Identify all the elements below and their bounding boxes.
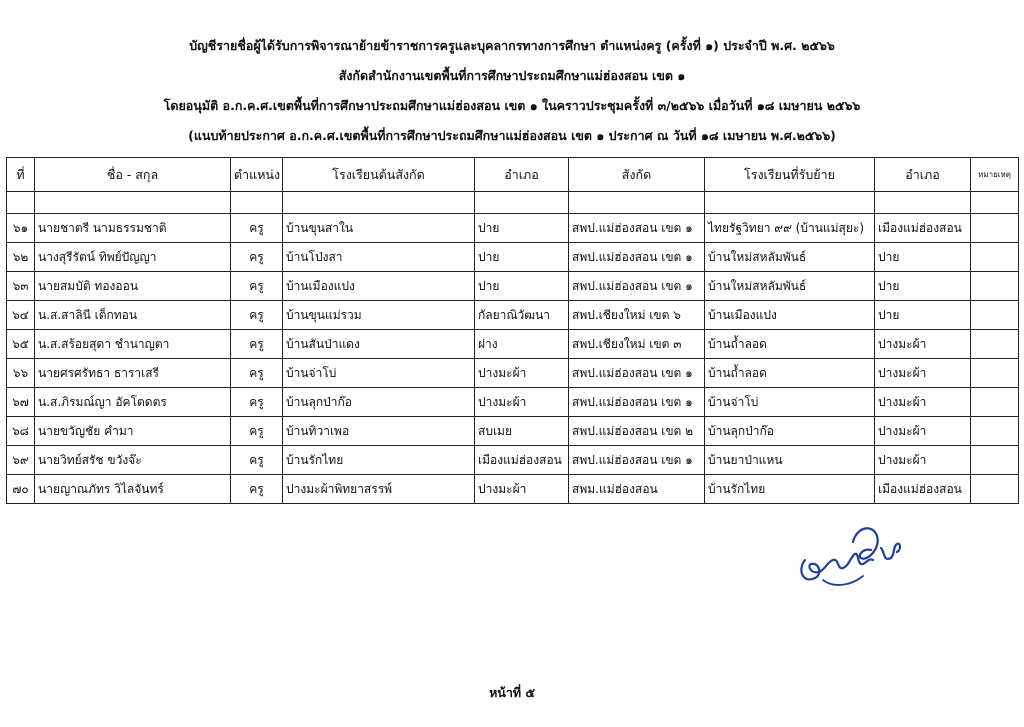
signature-image bbox=[793, 518, 905, 593]
cell-destination-district: ปางมะผ้า bbox=[875, 417, 971, 446]
cell-no: ๖๘ bbox=[7, 417, 35, 446]
cell-affiliation: สพป.เชียงใหม่ เขต ๖ bbox=[569, 301, 705, 330]
table-row bbox=[7, 359, 1019, 388]
cell-remark bbox=[971, 301, 1019, 330]
col-header-origin-school: โรงเรียนต้นสังกัด bbox=[283, 158, 475, 192]
cell-no: ๖๒ bbox=[7, 243, 35, 272]
cell-no: ๗๐ bbox=[7, 475, 35, 504]
cell-origin-school: บ้านลุกป่าก๊อ bbox=[283, 388, 475, 417]
cell-origin-district: ฝาง bbox=[475, 330, 569, 359]
table-row bbox=[7, 330, 1019, 359]
cell-destination-district: ปาย bbox=[875, 243, 971, 272]
cell-origin-school: บ้านเมืองแปง bbox=[283, 272, 475, 301]
document-title: บัญชีรายชื่อผู้ได้รับการพิจารณาย้ายข้าราชการครูและบุคลากรทางการศึกษา ตำแหน่งครู (ครั้งที่ ๑) ประจำปี พ.ศ. ๒๕๖๖ bbox=[189, 38, 835, 53]
transfer-table bbox=[6, 157, 1019, 504]
cell-origin-district: ปางมะผ้า bbox=[475, 359, 569, 388]
cell-destination-school: ไทยรัฐวิทยา ๙๙ (บ้านแม่สุยะ) bbox=[705, 214, 875, 243]
cell-no: ๖๑ bbox=[7, 214, 35, 243]
cell-origin-district: ปาย bbox=[475, 272, 569, 301]
cell-destination-district: ปางมะผ้า bbox=[875, 359, 971, 388]
cell-no: ๖๙ bbox=[7, 446, 35, 475]
table-row bbox=[7, 214, 1019, 243]
attachment-note: (แนบท้ายประกาศ อ.ก.ค.ศ.เขตพื้นที่การศึกษาประถมศึกษาแม่ฮ่องสอน เขต ๑ ประกาศ ณ วันที่ ๑๘ เมษายน พ.ศ.๒๕๖๖) bbox=[188, 128, 836, 143]
cell-name: นางสุรีรัตน์ ทิพย์ปัญญา bbox=[35, 243, 231, 272]
cell-affiliation: สพป.แม่ฮ่องสอน เขต ๒ bbox=[569, 417, 705, 446]
cell-name: นายศรศรัทธา ธาราเสรี bbox=[35, 359, 231, 388]
cell-origin-district: สบเมย bbox=[475, 417, 569, 446]
cell-destination-district: ปาย bbox=[875, 272, 971, 301]
col-header-name: ชื่อ - สกุล bbox=[35, 158, 231, 192]
cell-destination-district: ปางมะผ้า bbox=[875, 388, 971, 417]
cell-no: ๖๓ bbox=[7, 272, 35, 301]
cell-position: ครู bbox=[231, 243, 283, 272]
cell-origin-school: บ้านรักไทย bbox=[283, 446, 475, 475]
cell-remark bbox=[971, 330, 1019, 359]
cell-position: ครู bbox=[231, 475, 283, 504]
cell-destination-school: บ้านถ้ำลอด bbox=[705, 330, 875, 359]
table-row bbox=[7, 475, 1019, 504]
document-subtitle: สังกัดสำนักงานเขตพื้นที่การศึกษาประถมศึกษาแม่ฮ่องสอน เขต ๑ bbox=[338, 68, 686, 83]
cell-origin-district: ปางมะผ้า bbox=[475, 388, 569, 417]
cell-affiliation: สพป.แม่ฮ่องสอน เขต ๑ bbox=[569, 272, 705, 301]
cell-origin-school: บ้านทิวาเพอ bbox=[283, 417, 475, 446]
cell-name: นายญาณภัทร วิไลจันทร์ bbox=[35, 475, 231, 504]
cell-remark bbox=[971, 417, 1019, 446]
cell-remark bbox=[971, 214, 1019, 243]
cell-name: น.ส.สร้อยสุดา ชำนาญตา bbox=[35, 330, 231, 359]
table-header-row bbox=[7, 158, 1019, 192]
cell-position: ครู bbox=[231, 417, 283, 446]
cell-name: น.ส.สาลินี เต็กทอน bbox=[35, 301, 231, 330]
cell-no: ๖๖ bbox=[7, 359, 35, 388]
cell-origin-district: เมืองแม่ฮ่องสอน bbox=[475, 446, 569, 475]
cell-origin-school: บ้านขุนแม่รวม bbox=[283, 301, 475, 330]
cell-remark bbox=[971, 272, 1019, 301]
cell-name: นายชาตรี นามธรรมชาติ bbox=[35, 214, 231, 243]
table-row bbox=[7, 446, 1019, 475]
cell-destination-district: เมืองแม่ฮ่องสอน bbox=[875, 214, 971, 243]
cell-destination-school: บ้านรักไทย bbox=[705, 475, 875, 504]
cell-position: ครู bbox=[231, 301, 283, 330]
cell-position: ครู bbox=[231, 214, 283, 243]
cell-origin-district: ปาย bbox=[475, 214, 569, 243]
cell-destination-school: บ้านเมืองแปง bbox=[705, 301, 875, 330]
cell-destination-district: ปาย bbox=[875, 301, 971, 330]
cell-affiliation: สพป.แม่ฮ่องสอน เขต ๑ bbox=[569, 214, 705, 243]
cell-origin-school: ปางมะผ้าพิทยาสรรพ์ bbox=[283, 475, 475, 504]
cell-position: ครู bbox=[231, 388, 283, 417]
cell-origin-school: บ้านโป่งสา bbox=[283, 243, 475, 272]
cell-origin-district: กัลยาณิวัฒนา bbox=[475, 301, 569, 330]
cell-affiliation: สพป.แม่ฮ่องสอน เขต ๑ bbox=[569, 359, 705, 388]
cell-affiliation: สพม.แม่ฮ่องสอน bbox=[569, 475, 705, 504]
cell-name: นายสมบัติ ทองออน bbox=[35, 272, 231, 301]
cell-destination-school: บ้านจ่าโบ่ bbox=[705, 388, 875, 417]
cell-origin-district: ปางมะผ้า bbox=[475, 475, 569, 504]
table-row bbox=[7, 243, 1019, 272]
cell-name: นายวิทย์สรัช ขวังจ๊ะ bbox=[35, 446, 231, 475]
cell-remark bbox=[971, 388, 1019, 417]
cell-affiliation: สพป.แม่ฮ่องสอน เขต ๑ bbox=[569, 243, 705, 272]
cell-name: น.ส.ภิรมณ์ญา อัคโตดตร bbox=[35, 388, 231, 417]
col-header-destination-district: อำเภอ bbox=[875, 158, 971, 192]
col-header-destination-school: โรงเรียนที่รับย้าย bbox=[705, 158, 875, 192]
table-row bbox=[7, 388, 1019, 417]
cell-affiliation: สพป.แม่ฮ่องสอน เขต ๑ bbox=[569, 388, 705, 417]
cell-origin-school: บ้านจ่าโบ่ bbox=[283, 359, 475, 388]
cell-destination-school: บ้านใหม่สหลัมพันธ์ bbox=[705, 272, 875, 301]
cell-no: ๖๗ bbox=[7, 388, 35, 417]
cell-destination-school: บ้านยาป่าแหน bbox=[705, 446, 875, 475]
cell-destination-district: เมืองแม่ฮ่องสอน bbox=[875, 475, 971, 504]
cell-name: นายขวัญชัย คำมา bbox=[35, 417, 231, 446]
page-number: หน้าที่ ๕ bbox=[489, 685, 535, 700]
cell-remark bbox=[971, 359, 1019, 388]
cell-remark bbox=[971, 475, 1019, 504]
cell-destination-school: บ้านใหม่สหลัมพันธ์ bbox=[705, 243, 875, 272]
cell-origin-district: ปาย bbox=[475, 243, 569, 272]
approval-statement: โดยอนุมัติ อ.ก.ค.ศ.เขตพื้นที่การศึกษาประถมศึกษาแม่ฮ่องสอน เขต ๑ ในคราวประชุมครั้งที่ ๓/๒๕๖๖ เมื่อวันที่ ๑๘ เมษายน ๒๕๖๖ bbox=[163, 98, 861, 113]
table-row bbox=[7, 272, 1019, 301]
col-header-origin-district: อำเภอ bbox=[475, 158, 569, 192]
table-spacer-row bbox=[7, 192, 1019, 214]
cell-position: ครู bbox=[231, 446, 283, 475]
cell-destination-school: บ้านลุกป่าก๊อ bbox=[705, 417, 875, 446]
table-row bbox=[7, 301, 1019, 330]
cell-origin-school: บ้านขุนสาใน bbox=[283, 214, 475, 243]
cell-position: ครู bbox=[231, 272, 283, 301]
col-header-affiliation: สังกัด bbox=[569, 158, 705, 192]
table-row bbox=[7, 417, 1019, 446]
cell-position: ครู bbox=[231, 359, 283, 388]
cell-origin-school: บ้านสันป่าแดง bbox=[283, 330, 475, 359]
cell-remark bbox=[971, 243, 1019, 272]
cell-no: ๖๕ bbox=[7, 330, 35, 359]
cell-remark bbox=[971, 446, 1019, 475]
cell-destination-school: บ้านถ้ำลอด bbox=[705, 359, 875, 388]
cell-position: ครู bbox=[231, 330, 283, 359]
cell-affiliation: สพป.เชียงใหม่ เขต ๓ bbox=[569, 330, 705, 359]
cell-affiliation: สพป.แม่ฮ่องสอน เขต ๑ bbox=[569, 446, 705, 475]
cell-destination-district: ปางมะผ้า bbox=[875, 330, 971, 359]
cell-destination-district: ปางมะผ้า bbox=[875, 446, 971, 475]
cell-no: ๖๔ bbox=[7, 301, 35, 330]
col-header-position: ตำแหน่ง bbox=[231, 158, 283, 192]
col-header-no: ที่ bbox=[7, 158, 35, 192]
col-header-remark: หมายเหตุ bbox=[971, 158, 1019, 192]
